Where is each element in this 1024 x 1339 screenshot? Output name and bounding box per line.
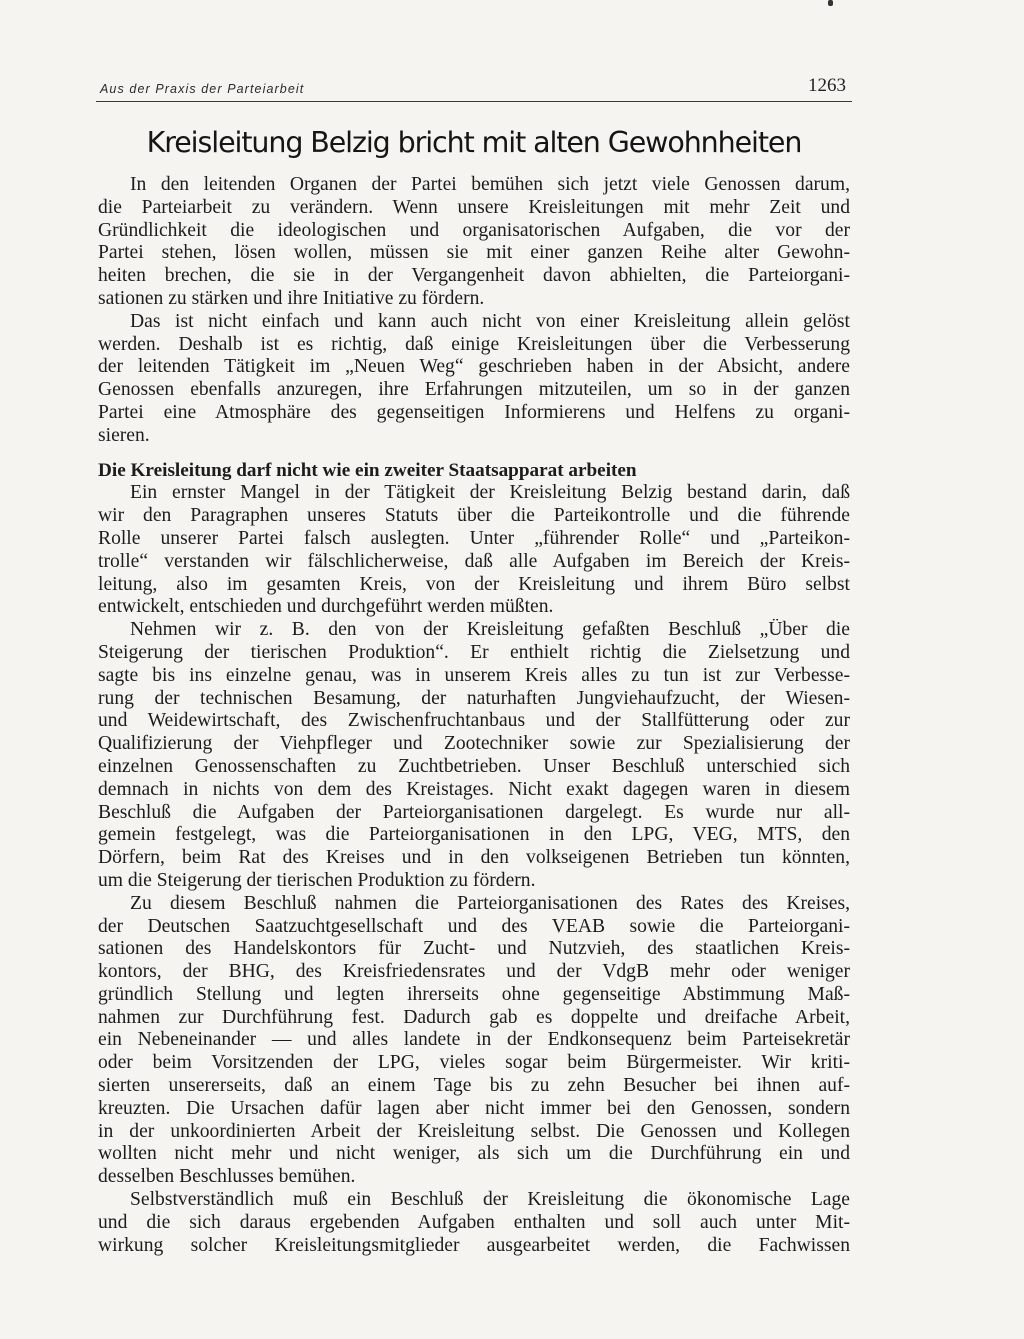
text-line: und Weidewirtschaft, des Zwischenfruchtanbaus und der Stallfütterung oder zur bbox=[98, 710, 850, 732]
article-title: Kreisleitung Belzig bricht mit alten Gewohnheiten bbox=[146, 126, 802, 159]
text-line: Ein ernster Mangel in der Tätigkeit der Kreisleitung Belzig bestand darin, daß bbox=[130, 482, 850, 504]
text-line: demnach in nichts von dem des Kreistages. Nicht exakt dagegen waren in diesem bbox=[98, 778, 850, 800]
text-line: Beschluß die Aufgaben der Parteiorganisationen dargelegt. Es wurde nur all- bbox=[98, 801, 850, 823]
text-line: kreuzten. Die Ursachen dafür lagen aber nicht immer bei den Genossen, sondern bbox=[98, 1097, 850, 1119]
text-line: werden. Deshalb ist es richtig, daß einige Kreisleitungen über die Verbesserung bbox=[98, 333, 850, 355]
text-line: sagte bis ins einzelne genau, was in unserem Kreis alles zu tun ist zur Verbesse- bbox=[98, 664, 850, 686]
text-line: in der unkoordinierten Arbeit der Kreisleitung selbst. Die Genossen und Kollegen bbox=[98, 1120, 850, 1142]
text-line: sationen zu stärken und ihre Initiative zu fördern. bbox=[98, 287, 485, 309]
text-line: einzelnen Genossenschaften zu Zuchtbetrieben. Unser Beschluß unterschied sich bbox=[98, 755, 850, 777]
intro-paragraph-2 bbox=[98, 311, 850, 448]
text-line: Zu diesem Beschluß nahmen die Parteiorganisationen des Rates des Kreises, bbox=[130, 892, 850, 914]
text-line: Dörfern, beim Rat des Kreises und in den volkseigenen Betrieben tun könnten, bbox=[98, 847, 850, 869]
page-number: 1263 bbox=[808, 75, 846, 96]
text-line: der Deutschen Saatzuchtgesellschaft und des VEAB sowie die Parteiorgani- bbox=[98, 915, 850, 937]
section-paragraph-3 bbox=[98, 893, 850, 1189]
running-header bbox=[96, 75, 848, 100]
text-line: die Parteiarbeit zu verändern. Wenn unsere Kreisleitungen mit mehr Zeit und bbox=[98, 196, 850, 218]
intro-paragraph-1 bbox=[98, 174, 850, 311]
text-line: nahmen zur Durchführung fest. Dadurch gab es doppelte und dreifache Arbeit, bbox=[98, 1006, 850, 1028]
text-line: sieren. bbox=[98, 424, 150, 446]
text-line: desselben Beschlusses bemühen. bbox=[98, 1166, 356, 1188]
text-line: um die Steigerung der tierischen Produktion zu fördern. bbox=[98, 869, 536, 891]
text-line: der leitenden Tätigkeit im „Neuen Weg“ geschrieben haben in der Absicht, andere bbox=[98, 356, 850, 378]
text-line: leitung, also im gesamten Kreis, von der Kreisleitung und ihrem Büro selbst bbox=[98, 573, 850, 595]
text-line: und die sich daraus ergebenden Aufgaben enthalten und soll auch unter Mit- bbox=[98, 1211, 850, 1233]
text-line: Partei stehen, lösen wollen, müssen sie mit einer ganzen Reihe alter Gewohn- bbox=[98, 242, 850, 264]
running-title: Aus der Praxis der Parteiarbeit bbox=[100, 82, 305, 96]
text-line: entwickelt, entschieden und durchgeführt werden müßten. bbox=[98, 596, 554, 618]
text-line: Nehmen wir z. B. den von der Kreisleitung gefaßten Beschluß „Über die bbox=[130, 619, 850, 641]
text-line: In den leitenden Organen der Partei bemühen sich jetzt viele Genossen darum, bbox=[130, 174, 850, 195]
text-line: trolle“ verstanden wir fälschlicherweise, daß alle Aufgaben im Bereich der Kreis- bbox=[98, 550, 850, 572]
text-line: wir den Paragraphen unseres Statuts über die Parteikontrolle und die führende bbox=[98, 505, 850, 527]
text-line: gründlich Stellung und legten ihrerseits ohne gegenseitige Abstimmung Maß- bbox=[98, 983, 850, 1005]
text-line: sierten unsererseits, daß an einem Tage bis zu zehn Besucher bei ihnen auf- bbox=[98, 1075, 850, 1097]
text-line: Partei eine Atmosphäre des gegenseitigen Informierens und Helfens zu organi- bbox=[98, 401, 850, 423]
article-body bbox=[98, 174, 850, 1257]
text-line: ein Nebeneinander — und alles landete in der Endkonsequenz beim Parteisekretär bbox=[98, 1029, 850, 1051]
text-line: Steigerung der tierischen Produktion“. Er enthielt richtig die Zielsetzung und bbox=[98, 641, 850, 663]
text-line: heiten brechen, die sie in der Vergangenheit davon abhielten, die Parteiorgani- bbox=[98, 265, 850, 287]
text-line: Qualifizierung der Viehpfleger und Zootechniker sowie zur Spezialisierung der bbox=[98, 733, 850, 755]
section-paragraph-4 bbox=[98, 1189, 850, 1257]
text-line: Genossen ebenfalls anzuregen, ihre Erfahrungen mitzuteilen, um so in der ganzen bbox=[98, 379, 850, 401]
section-paragraph-1 bbox=[98, 482, 850, 619]
header-rule bbox=[96, 101, 852, 102]
text-line: kontors, der BHG, des Kreisfriedensrates und der VdgB mehr oder weniger bbox=[98, 961, 850, 983]
text-line: Das ist nicht einfach und kann auch nicht von einer Kreisleitung allein gelöst bbox=[130, 310, 850, 332]
section-heading: Die Kreisleitung darf nicht wie ein zweiter Staatsapparat arbeiten bbox=[98, 459, 637, 481]
ink-dot bbox=[828, 0, 833, 6]
section-paragraph-2 bbox=[98, 619, 850, 893]
text-line: sationen des Handelskontors für Zucht- und Nutzvieh, des staatlichen Kreis- bbox=[98, 938, 850, 960]
text-line: rung der technischen Besamung, der naturhaften Jungviehaufzucht, der Wiesen- bbox=[98, 687, 850, 709]
text-line: Gründlichkeit die ideologischen und organisatorischen Aufgaben, die vor der bbox=[98, 219, 850, 241]
text-line: gemein festgelegt, was die Parteiorganisationen in den LPG, VEG, MTS, den bbox=[98, 824, 850, 846]
text-line: oder beim Vorsitzenden der LPG, vieles sogar beim Bürgermeister. Wir kriti- bbox=[98, 1052, 850, 1074]
text-line: wirkung solcher Kreisleitungsmitglieder ausgearbeitet werden, die Fachwissen bbox=[98, 1234, 850, 1256]
text-line: Selbstverständlich muß ein Beschluß der Kreisleitung die ökonomische Lage bbox=[130, 1189, 850, 1211]
text-line: wollten nicht mehr und nicht weniger, als sich um die Durchführung ein und bbox=[98, 1143, 850, 1165]
text-line: Rolle unserer Partei falsch auslegten. Unter „führender Rolle“ und „Parteikon- bbox=[98, 527, 850, 549]
